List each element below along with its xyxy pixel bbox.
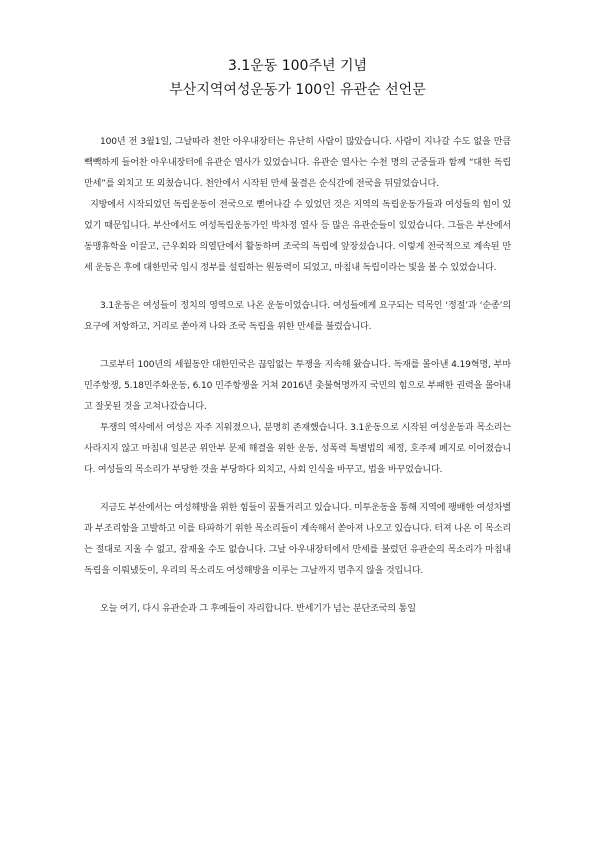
paragraph-2: 지방에서 시작되었던 독립운동이 전국으로 뻗어나갈 수 있었던 것은 지역의 독립운동가들과 여성들의 힘이 있었기 때문입니다. 부산에서도 여성독립운동가인 박차정 열사 등 많은 유관순들이 있었습니다. 그들은 부산에서 동맹휴학을 이끌고, 근우회와 의열단에서 활동하며 조국의 독립에 앞장섰습니다. 이렇게 전국적으로 계속된 만세 운동은 후에 대한민국 임시 정부를 설립하는 원동력이 되었고, 마침내 독립이라는 빛을 볼 수 있었습니다. bbox=[84, 200, 511, 273]
paragraph-6: 지금도 부산에서는 여성해방을 위한 힘들이 꿈틀거리고 있습니다. 미투운동을 통해 지역에 팽배한 여성차별과 부조리함을 고발하고 이를 타파하기 위한 목소리들이 계속해서 쏟아져 나오고 있습니다. 터져 나온 이 목소리는 절대로 지울 수 없고, 잠재울 수도 없습니다. 그날 아우내장터에서 만세를 불렀던 유관순의 목소리가 마침내 독립을 이뤄냈듯이, 우리의 목소리도 여성해방을 이루는 그날까지 멈추지 않을 것입니다. bbox=[84, 503, 511, 576]
paragraph-gap bbox=[84, 481, 511, 498]
paragraph-gap bbox=[84, 338, 511, 355]
document-title-line2: 부산지역여성운동가 100인 유관순 선언문 bbox=[169, 82, 426, 98]
paragraph-4: 그로부터 100년의 세월동안 대한민국은 끊임없는 투쟁을 지속해 왔습니다. 독재를 몰아낸 4.19혁명, 부마민주항쟁, 5.18민주화운동, 6.10 민주항쟁을 거쳐 2016년 촛불혁명까지 국민의 힘으로 부패한 권력을 몰아내고 잘못된 것을 고쳐나갔습니다. bbox=[84, 360, 511, 412]
paragraph-3: 3.1운동은 여성들이 정치의 영역으로 나온 운동이었습니다. 여성들에게 요구되는 덕목인 ‘정절’과 ‘순종’의 요구에 저항하고, 거리로 쏟아져 나와 조국 독립을 위한 만세를 불렀습니다. bbox=[84, 301, 511, 332]
title-block bbox=[84, 54, 511, 102]
paragraph-gap bbox=[84, 279, 511, 296]
paragraph-gap bbox=[84, 582, 511, 599]
paragraph-5: 투쟁의 역사에서 여성은 자주 지워졌으나, 분명히 존재했습니다. 3.1운동으로 시작된 여성운동과 목소리는 사라지지 않고 마침내 일본군 위안부 문제 해결을 위한 운동, 성폭력 특별법의 제정, 호주제 폐지로 이어졌습니다. 여성들의 목소리가 부당한 것을 부당하다 외치고, 사회 인식을 바꾸고, 법을 바꾸었습니다. bbox=[84, 423, 511, 475]
document-title-line1: 3.1운동 100주년 기념 bbox=[227, 58, 368, 74]
paragraph-1: 100년 전 3월1일, 그날따라 천안 아우내장터는 유난히 사람이 많았습니다. 사람이 지나갈 수도 없을 만큼 빽빽하게 들어찬 아우내장터에 유관순 열사가 있었습니다. 유관순 열사는 수천 명의 군중들과 함께 “대한 독립 만세”를 외치고 또 외쳤습니다. 천안에서 시작된 만세 물결은 순식간에 전국을 뒤덮었습니다. bbox=[84, 137, 511, 189]
paragraph-7: 오늘 여기, 다시 유관순과 그 후예들이 자리합니다. 반세기가 넘는 분단조국의 통일 bbox=[100, 604, 416, 614]
